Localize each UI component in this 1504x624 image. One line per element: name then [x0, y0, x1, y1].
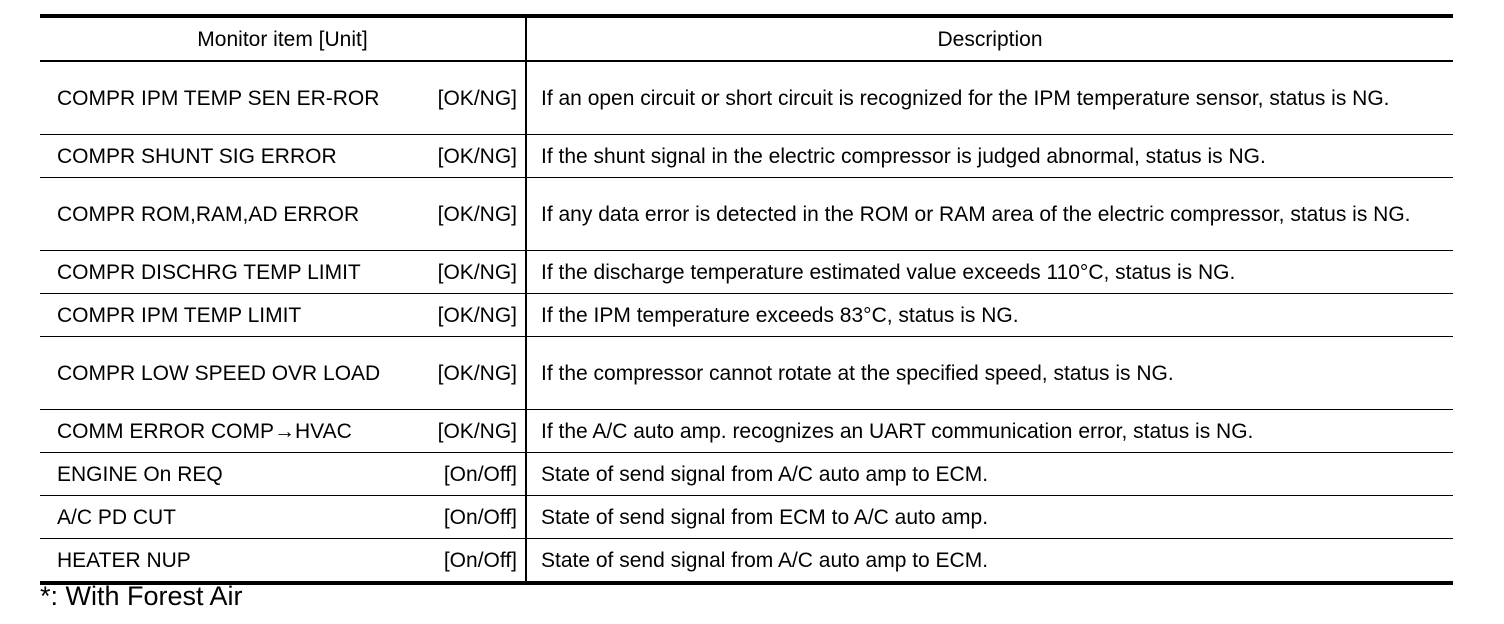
table-header-row [40, 16, 1453, 61]
monitor-item-unit: [OK/NG] [437, 361, 517, 385]
table-row [40, 539, 1453, 584]
description-cell: If the shunt signal in the electric compressor is judged abnormal, status is NG. [541, 144, 1266, 168]
monitor-item-unit: [On/Off] [443, 505, 517, 529]
monitor-item-cell [40, 337, 526, 410]
table-row [40, 251, 1453, 294]
table-row [40, 337, 1453, 410]
description-cell: If the IPM temperature exceeds 83°C, status is NG. [541, 303, 1019, 327]
monitor-item-cell [40, 294, 526, 337]
monitor-item-name: COMPR SHUNT SIG ERROR [57, 144, 337, 168]
monitor-item-unit: [OK/NG] [437, 86, 517, 110]
table-row [40, 135, 1453, 178]
footnote: *: With Forest Air [40, 581, 243, 611]
monitor-item-unit: [On/Off] [443, 462, 517, 486]
monitor-item-cell [40, 61, 526, 135]
table-row [40, 294, 1453, 337]
table-row [40, 453, 1453, 496]
description-cell: If an open circuit or short circuit is recognized for the IPM temperature sensor, status is NG. [541, 86, 1390, 110]
table-row [40, 410, 1453, 453]
monitor-item-cell [40, 539, 526, 584]
monitor-item-cell [40, 453, 526, 496]
monitor-item-unit: [OK/NG] [437, 260, 517, 284]
description-cell: State of send signal from ECM to A/C auto amp. [541, 505, 989, 529]
monitor-item-name: COMPR IPM TEMP LIMIT [57, 303, 302, 327]
description-cell: State of send signal from A/C auto amp to ECM. [541, 462, 989, 486]
description-cell: If the A/C auto amp. recognizes an UART communication error, status is NG. [541, 419, 1254, 443]
header-monitor-item: Monitor item [Unit] [40, 16, 526, 61]
monitor-item-table [40, 14, 1453, 585]
monitor-item-name: COMPR DISCHRG TEMP LIMIT [57, 260, 361, 284]
monitor-item-name: A/C PD CUT [57, 505, 177, 529]
description-cell: State of send signal from A/C auto amp to ECM. [541, 548, 989, 572]
table-row [40, 61, 1453, 135]
monitor-item-unit: [OK/NG] [437, 419, 517, 443]
monitor-item-unit: [On/Off] [443, 548, 517, 572]
monitor-item-cell [40, 178, 526, 251]
monitor-item-name: COMPR ROM,RAM,AD ERROR [57, 202, 360, 226]
monitor-item-name: COMPR IPM TEMP SEN ER-ROR [57, 86, 380, 110]
monitor-item-cell [40, 135, 526, 178]
monitor-item-cell [40, 410, 526, 453]
table-row [40, 496, 1453, 539]
monitor-item-table-container [40, 14, 1453, 585]
description-cell: If the compressor cannot rotate at the specified speed, status is NG. [541, 361, 1174, 385]
description-cell: If the discharge temperature estimated value exceeds 110°C, status is NG. [541, 260, 1236, 284]
monitor-item-name: ENGINE On REQ [57, 462, 223, 486]
table-row [40, 178, 1453, 251]
monitor-item-unit: [OK/NG] [437, 202, 517, 226]
monitor-item-unit: [OK/NG] [437, 144, 517, 168]
monitor-item-name: COMM ERROR COMP→HVAC [57, 419, 352, 443]
monitor-item-name: HEATER NUP [57, 548, 191, 572]
monitor-item-unit: [OK/NG] [437, 303, 517, 327]
description-cell: If any data error is detected in the ROM or RAM area of the electric compressor, status is NG. [541, 202, 1411, 226]
monitor-item-name: COMPR LOW SPEED OVR LOAD [57, 361, 381, 385]
monitor-item-cell [40, 251, 526, 294]
monitor-item-cell [40, 496, 526, 539]
header-description: Description [937, 27, 1043, 51]
